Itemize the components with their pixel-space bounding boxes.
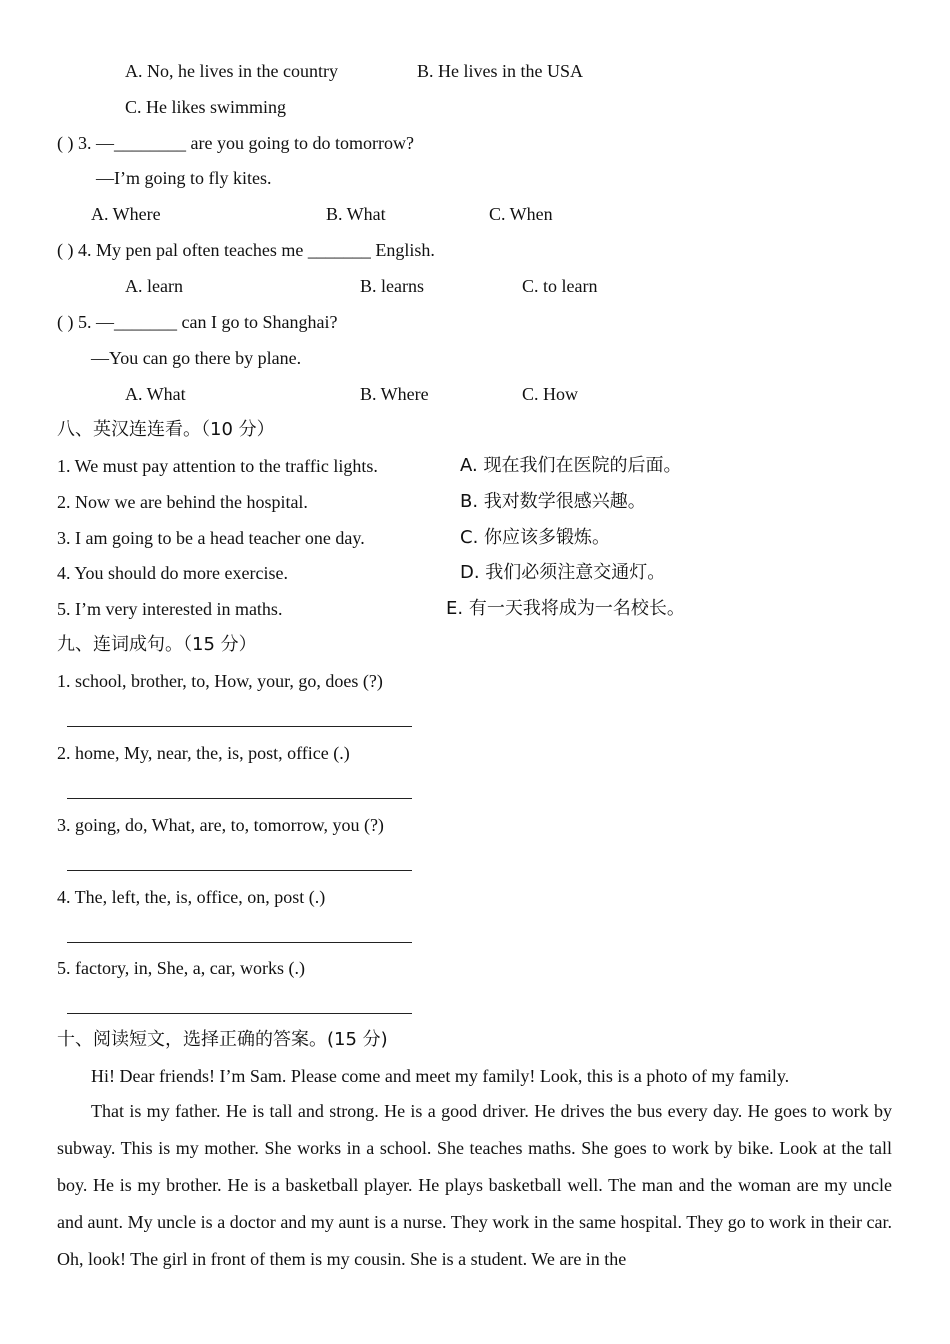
- answer-line[interactable]: [67, 942, 412, 943]
- q2-option-b: B. He lives in the USA: [417, 61, 583, 81]
- q2-option-c: C. He likes swimming: [125, 97, 286, 117]
- answer-line[interactable]: [67, 726, 412, 727]
- q5-reply: —You can go there by plane.: [91, 348, 302, 368]
- q5-stem: ( ) 5. —_______ can I go to Shanghai?: [57, 312, 338, 332]
- match-right-item: A. 现在我们在医院的后面。: [460, 455, 682, 476]
- answer-line[interactable]: [67, 870, 412, 871]
- sentence-item: 5. factory, in, She, a, car, works (.): [57, 958, 306, 978]
- q3-reply: —I’m going to fly kites.: [96, 168, 272, 188]
- q4-stem: ( ) 4. My pen pal often teaches me _______ English.: [57, 240, 435, 260]
- sentence-item: 1. school, brother, to, How, your, go, does (?): [57, 671, 383, 691]
- q3-option-a: A. Where: [91, 204, 161, 224]
- section10-heading: 十、阅读短文，选择正确的答案。(15 分): [57, 1029, 388, 1050]
- section8-heading: 八、英汉连连看。（10 分）: [57, 419, 275, 440]
- sentence-item: 4. The, left, the, is, office, on, post (.): [57, 887, 326, 907]
- sentence-item: 3. going, do, What, are, to, tomorrow, you (?): [57, 815, 384, 835]
- q2-option-a: A. No, he lives in the country: [125, 61, 338, 81]
- q5-option-b: B. Where: [360, 384, 429, 404]
- match-right-item: B. 我对数学很感兴趣。: [460, 491, 646, 512]
- q4-option-c: C. to learn: [522, 276, 598, 296]
- reading-paragraph-2: That is my father. He is tall and strong. He is a good driver. He drives the bus every day. He goes to work by subway. This is my mother. She works in a school. She teaches maths. She goes to work by bike. Look at the tall boy. He is my brother. He is a basketball player. He plays basketball well. The man and the woman are my uncle and aunt. My uncle is a doctor and my aunt is a nurse. They work in the same hospital. They go to work in their car. Oh, look! The girl in front of them is my cousin. She is a student. We are in the: [57, 1101, 892, 1269]
- answer-line[interactable]: [67, 1013, 412, 1014]
- q3-stem: ( ) 3. —________ are you going to do tomorrow?: [57, 133, 414, 153]
- match-right-item: D. 我们必须注意交通灯。: [460, 562, 666, 583]
- match-right-item: E. 有一天我将成为一名校长。: [446, 598, 685, 619]
- match-left-item: 1. We must pay attention to the traffic lights.: [57, 456, 378, 476]
- sentence-item: 2. home, My, near, the, is, post, office (.): [57, 743, 350, 763]
- reading-paragraph-1: Hi! Dear friends! I’m Sam. Please come and meet my family! Look, this is a photo of my family.: [91, 1066, 790, 1086]
- q3-option-c: C. When: [489, 204, 553, 224]
- section9-heading: 九、连词成句。（15 分）: [57, 634, 257, 655]
- q4-option-a: A. learn: [125, 276, 183, 296]
- match-left-item: 2. Now we are behind the hospital.: [57, 492, 308, 512]
- match-right-item: C. 你应该多锻炼。: [460, 527, 611, 548]
- q5-option-c: C. How: [522, 384, 579, 404]
- match-left-item: 4. You should do more exercise.: [57, 563, 288, 583]
- answer-line[interactable]: [67, 798, 412, 799]
- match-left-item: 3. I am going to be a head teacher one day.: [57, 528, 365, 548]
- q5-option-a: A. What: [125, 384, 186, 404]
- match-left-item: 5. I’m very interested in maths.: [57, 599, 283, 619]
- q4-option-b: B. learns: [360, 276, 424, 296]
- q3-option-b: B. What: [326, 204, 386, 224]
